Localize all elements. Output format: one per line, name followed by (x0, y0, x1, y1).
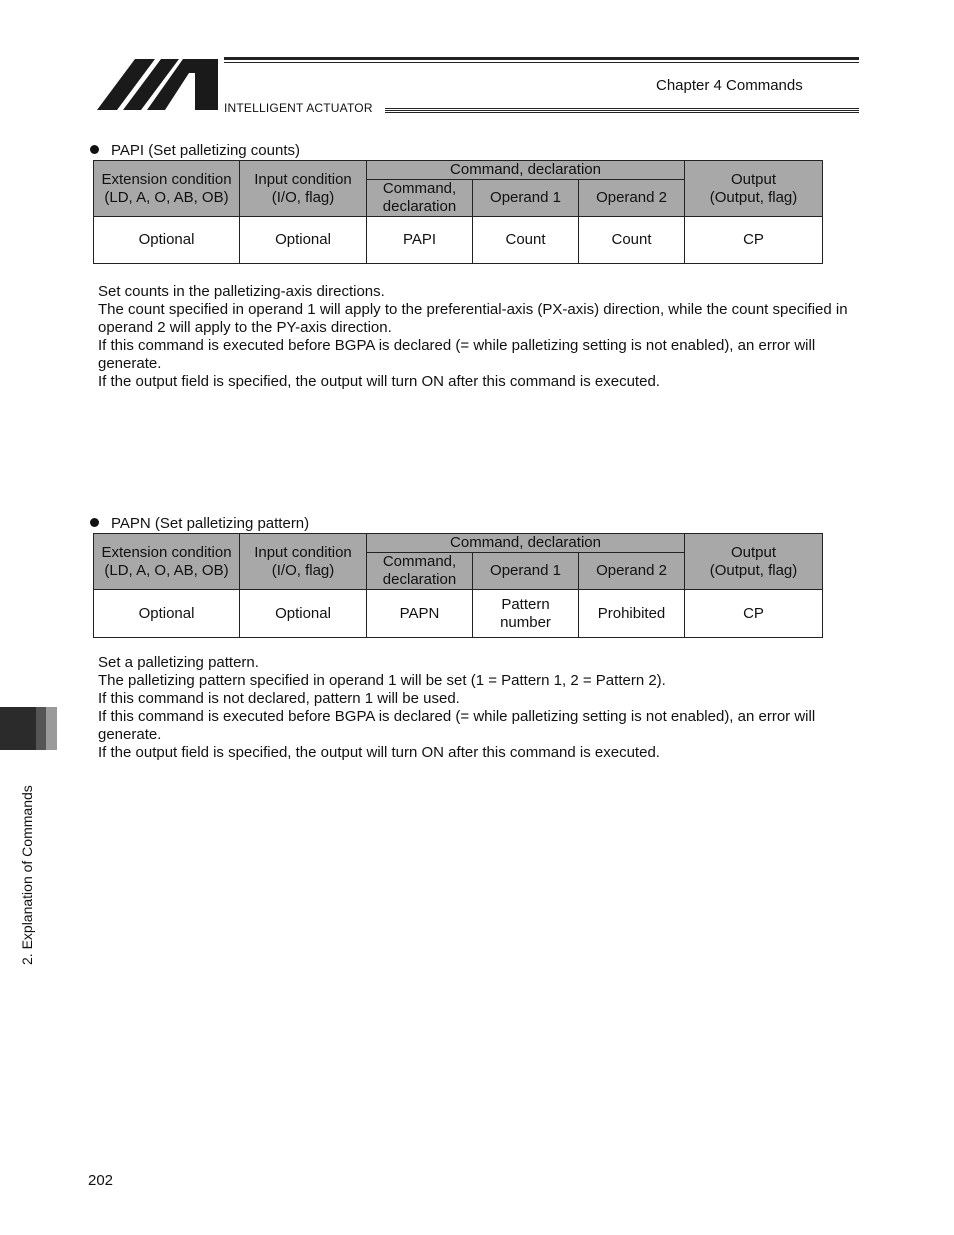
header-output: Output (Output, flag) (685, 161, 823, 217)
papi-description (98, 283, 868, 391)
cell-operand-2: Count (579, 217, 685, 264)
section-title-papi: PAPI (Set palletizing counts) (90, 142, 300, 159)
header-input-condition: Input condition (I/O, flag) (240, 161, 367, 217)
section-title-papn: PAPN (Set palletizing pattern) (90, 515, 309, 532)
paragraph: If the output field is specified, the output will turn ON after this command is executed. (98, 373, 660, 390)
header-rule-bottom-2 (385, 110, 859, 111)
header-command: Command, declaration (367, 553, 473, 590)
paragraph: The count specified in operand 1 will apply to the preferential-axis (PX-axis) direction, while the count specified in operand 2 will apply to the PY-axis direction. (98, 301, 848, 336)
chapter-side-tab-mid (36, 707, 46, 750)
cell-input: Optional (240, 590, 367, 638)
brand-name: INTELLIGENT ACTUATOR (224, 101, 373, 115)
cell-command: PAPI (367, 217, 473, 264)
bullet-icon (90, 518, 99, 527)
chapter-side-tab-light (46, 707, 57, 750)
cell-operand-1: Count (473, 217, 579, 264)
papn-description (98, 654, 868, 762)
header-rule-bottom-3 (385, 112, 859, 113)
paragraph: If this command is not declared, pattern 1 will be used. (98, 690, 460, 707)
header-rule-bottom-1 (385, 108, 859, 109)
cell-extension: Optional (94, 590, 240, 638)
header-rule-top-thin (224, 62, 859, 63)
header-operand-1: Operand 1 (473, 180, 579, 217)
header-rule-top-thick (224, 57, 859, 60)
cell-input: Optional (240, 217, 367, 264)
cell-command: PAPN (367, 590, 473, 638)
header-input-condition: Input condition (I/O, flag) (240, 534, 367, 590)
header-operand-2: Operand 2 (579, 180, 685, 217)
cell-operand-2: Prohibited (579, 590, 685, 638)
cell-operand-1: Pattern number (473, 590, 579, 638)
cell-extension: Optional (94, 217, 240, 264)
paragraph: Set a palletizing pattern. (98, 654, 259, 671)
header-operand-2: Operand 2 (579, 553, 685, 590)
cell-output: CP (685, 590, 823, 638)
cell-output: CP (685, 217, 823, 264)
papn-command-table (93, 533, 823, 638)
header-extension-condition: Extension condition (LD, A, O, AB, OB) (94, 161, 240, 217)
header-command-declaration-group: Command, declaration (367, 534, 685, 553)
iai-logo (97, 59, 219, 111)
header-operand-1: Operand 1 (473, 553, 579, 590)
paragraph: If this command is executed before BGPA is declared (= while palletizing setting is not enabled), an error will generate. (98, 337, 816, 372)
papi-command-table (93, 160, 823, 264)
paragraph: Set counts in the palletizing-axis directions. (98, 283, 385, 300)
chapter-side-tab (0, 707, 36, 750)
header-command-declaration-group: Command, declaration (367, 161, 685, 180)
header-extension-condition: Extension condition (LD, A, O, AB, OB) (94, 534, 240, 590)
chapter-title: Chapter 4 Commands (656, 77, 803, 94)
paragraph: If the output field is specified, the output will turn ON after this command is executed. (98, 744, 660, 761)
header-command: Command, declaration (367, 180, 473, 217)
page-number: 202 (88, 1172, 114, 1189)
bullet-icon (90, 145, 99, 154)
header-output: Output (Output, flag) (685, 534, 823, 590)
paragraph: The palletizing pattern specified in operand 1 will be set (1 = Pattern 1, 2 = Pattern 2). (98, 672, 666, 689)
side-section-label: 2. Explanation of Commands (19, 785, 35, 965)
paragraph: If this command is executed before BGPA is declared (= while palletizing setting is not enabled), an error will generate. (98, 708, 816, 743)
